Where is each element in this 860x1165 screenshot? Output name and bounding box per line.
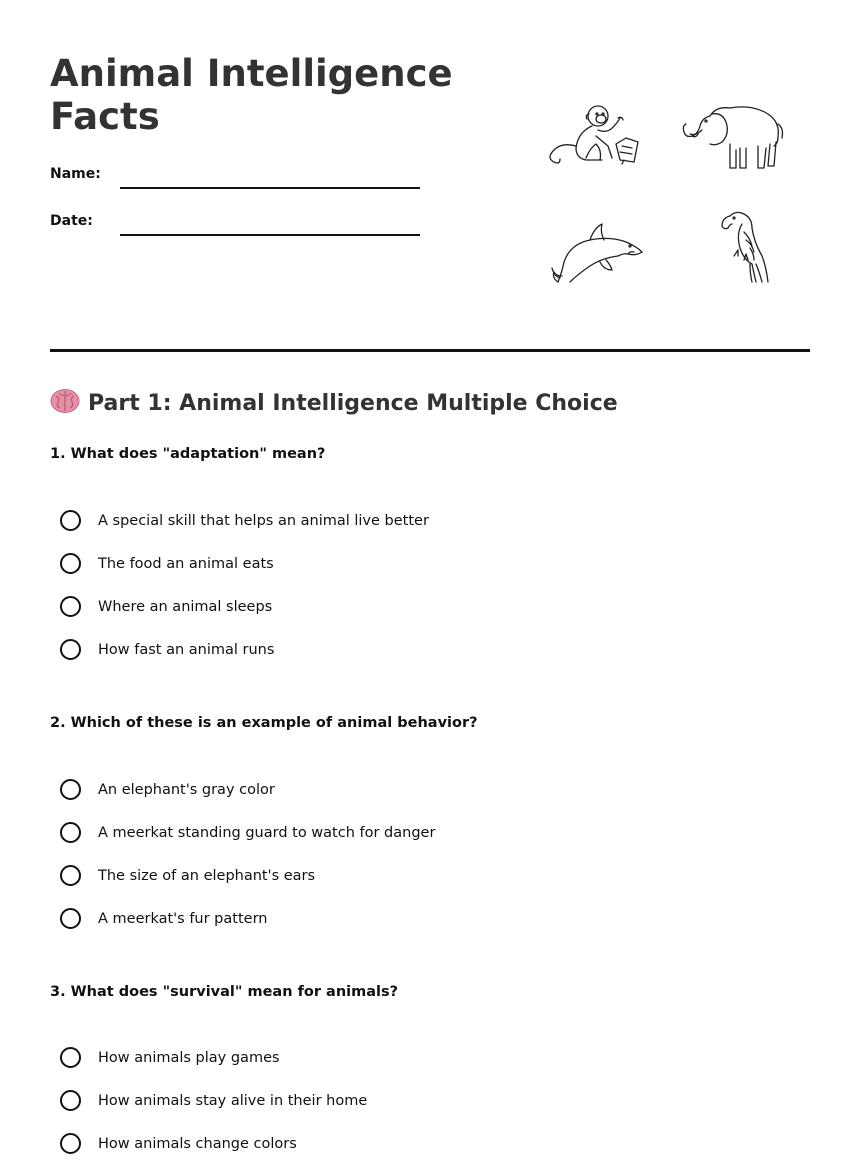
option-3c[interactable] — [50, 1122, 367, 1165]
option-3a[interactable] — [50, 1036, 367, 1079]
radio-button[interactable] — [60, 779, 81, 800]
question-3 — [50, 982, 810, 1152]
radio-button[interactable] — [60, 510, 81, 531]
question-text: 2. Which of these is an example of animal behavior? — [50, 715, 478, 731]
question-1 — [50, 444, 810, 658]
name-field[interactable] — [120, 187, 420, 189]
section-heading-text: Part 1: Animal Intelligence Multiple Choice — [88, 391, 618, 416]
option-2d[interactable] — [50, 897, 435, 940]
option-1c[interactable] — [50, 585, 429, 628]
options-list — [50, 1036, 367, 1165]
option-label: How animals change colors — [98, 1135, 297, 1152]
option-2b[interactable] — [50, 811, 435, 854]
name-label: Name: — [50, 166, 101, 182]
date-label: Date: — [50, 213, 93, 229]
radio-button[interactable] — [60, 1133, 81, 1154]
monkey-icon — [546, 100, 646, 166]
dolphin-icon — [550, 222, 644, 286]
option-1d[interactable] — [50, 628, 429, 671]
option-1b[interactable] — [50, 542, 429, 585]
date-field[interactable] — [120, 234, 420, 236]
radio-button[interactable] — [60, 822, 81, 843]
question-text: 1. What does "adaptation" mean? — [50, 446, 326, 462]
option-label: A special skill that helps an animal live better — [98, 512, 429, 529]
option-label: How fast an animal runs — [98, 641, 275, 658]
option-label: How animals play games — [98, 1049, 280, 1066]
brain-icon — [50, 388, 80, 414]
options-list — [50, 768, 435, 940]
radio-button[interactable] — [60, 596, 81, 617]
radio-button[interactable] — [60, 1090, 81, 1111]
option-label: An elephant's gray color — [98, 781, 275, 798]
options-list — [50, 499, 429, 671]
option-1a[interactable] — [50, 499, 429, 542]
radio-button[interactable] — [60, 1047, 81, 1068]
radio-button[interactable] — [60, 639, 81, 660]
radio-button[interactable] — [60, 865, 81, 886]
option-3b[interactable] — [50, 1079, 367, 1122]
section-heading — [50, 388, 618, 420]
radio-button[interactable] — [60, 553, 81, 574]
question-text: 3. What does "survival" mean for animals? — [50, 984, 399, 1000]
page-title: Animal Intelligence Facts — [50, 52, 453, 138]
question-2 — [50, 713, 810, 927]
option-label: The size of an elephant's ears — [98, 867, 316, 884]
elephant-icon — [682, 104, 784, 170]
option-label: A meerkat standing guard to watch for danger — [98, 824, 436, 841]
option-label: The food an animal eats — [98, 555, 274, 572]
radio-button[interactable] — [60, 908, 81, 929]
option-2c[interactable] — [50, 854, 435, 897]
option-2a[interactable] — [50, 768, 435, 811]
parrot-icon — [720, 210, 770, 284]
option-label: How animals stay alive in their home — [98, 1092, 368, 1109]
option-label: A meerkat's fur pattern — [98, 910, 268, 927]
section-divider — [50, 349, 810, 352]
option-label: Where an animal sleeps — [98, 598, 273, 615]
